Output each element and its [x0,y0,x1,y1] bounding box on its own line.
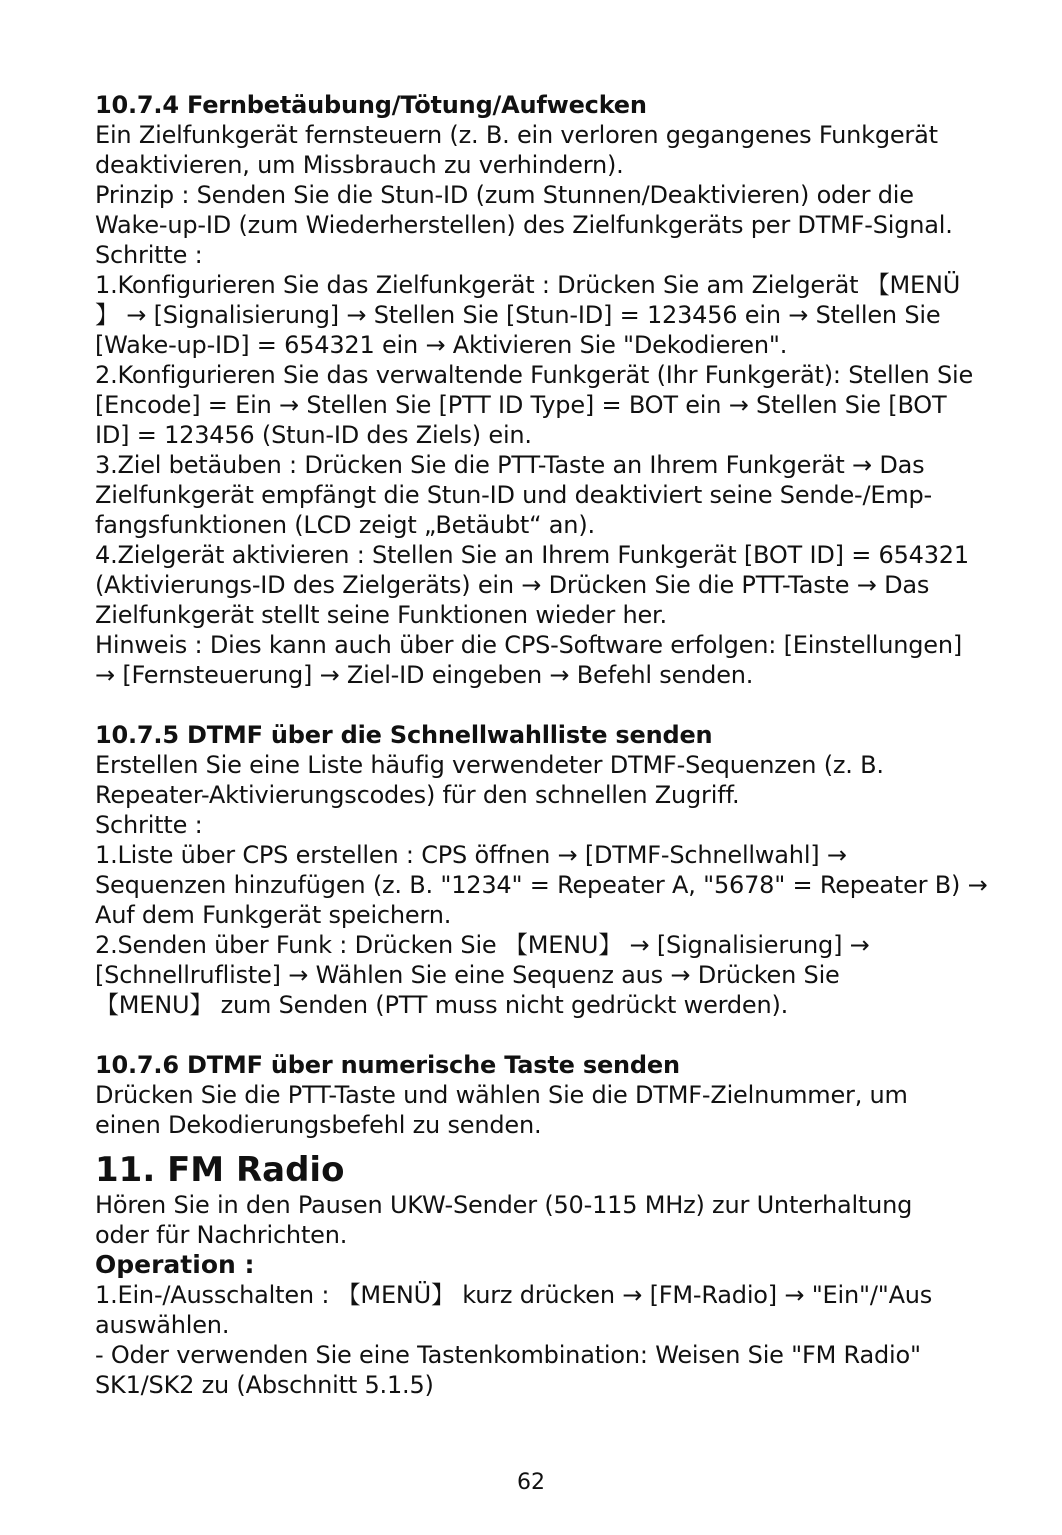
text-line: Drücken Sie die PTT-Taste und wählen Sie die DTMF-Zielnummer, um [95,1081,908,1109]
text-line: ID] = 123456 (Stun-ID des Ziels) ein. [95,421,532,449]
section-heading-10-7-4: 10.7.4 Fernbetäubung/Tötung/Aufwecken [95,91,647,119]
text-line: 】 → [Signalisierung] → Stellen Sie [Stun-ID] = 123456 ein → Stellen Sie [95,301,941,329]
text-line: Ein Zielfunkgerät fernsteuern (z. B. ein verloren gegangenes Funkgerät [95,121,938,149]
text-line: Hinweis : Dies kann auch über die CPS-Software erfolgen: [Einstellungen] [95,631,963,659]
section-body-10-7-4 [95,120,975,690]
text-line: 【MENU】 zum Senden (PTT muss nicht gedrückt werden). [95,991,789,1019]
text-line: 3.Ziel betäuben : Drücken Sie die PTT-Taste an Ihrem Funkgerät → Das [95,451,925,479]
text-line: [Schnellrufliste] → Wählen Sie eine Sequenz aus → Drücken Sie [95,961,840,989]
section-body-10-7-6 [95,1080,975,1140]
text-line: SK1/SK2 zu (Abschnitt 5.1.5) [95,1371,434,1399]
text-line: Repeater-Aktivierungscodes) für den schnellen Zugriff. [95,781,740,809]
chapter-body-11 [95,1190,975,1400]
section-heading-10-7-6: 10.7.6 DTMF über numerische Taste senden [95,1051,680,1079]
text-line: Sequenzen hinzufügen (z. B. "1234" = Repeater A, "5678" = Repeater B) → [95,871,988,899]
section-heading-10-7-5: 10.7.5 DTMF über die Schnellwahlliste senden [95,721,713,749]
text-line: 4.Zielgerät aktivieren : Stellen Sie an Ihrem Funkgerät [BOT ID] = 654321 [95,541,969,569]
text-line: 2.Senden über Funk : Drücken Sie 【MENU】 → [Signalisierung] → [95,931,870,959]
text-line: Schritte : [95,811,203,839]
text-line: (Aktivierungs-ID des Zielgeräts) ein → Drücken Sie die PTT-Taste → Das [95,571,930,599]
text-line: Hören Sie in den Pausen UKW-Sender (50-115 MHz) zur Unterhaltung [95,1191,913,1219]
text-line: Zielfunkgerät empfängt die Stun-ID und deaktiviert seine Sende-/Emp- [95,481,933,509]
page-content [95,90,988,1400]
text-line: 1.Ein-/Ausschalten : 【MENÜ】 kurz drücken → [FM-Radio] → "Ein"/"Aus [95,1281,933,1309]
chapter-heading-11: 11. FM Radio [95,1150,345,1190]
text-line: [Wake-up-ID] = 654321 ein → Aktivieren Sie "Dekodieren". [95,331,788,359]
text-line: oder für Nachrichten. [95,1221,348,1249]
text-line: Schritte : [95,241,203,269]
page-number: 62 [517,1470,545,1495]
text-line: → [Fernsteuerung] → Ziel-ID eingeben → Befehl senden. [95,661,754,689]
text-line: Wake-up-ID (zum Wiederherstellen) des Zielfunkgeräts per DTMF-Signal. [95,211,953,239]
text-line: Zielfunkgerät stellt seine Funktionen wieder her. [95,601,667,629]
text-line: einen Dekodierungsbefehl zu senden. [95,1111,542,1139]
text-line: 1.Liste über CPS erstellen : CPS öffnen → [DTMF-Schnellwahl] → [95,841,847,869]
section-body-10-7-5 [95,750,988,1020]
text-line: 1.Konfigurieren Sie das Zielfunkgerät : Drücken Sie am Zielgerät 【MENÜ [95,271,961,299]
text-line: - Oder verwenden Sie eine Tastenkombination: Weisen Sie "FM Radio" [95,1341,921,1369]
section-spacer [95,1020,975,1050]
text-line: [Encode] = Ein → Stellen Sie [PTT ID Type] = BOT ein → Stellen Sie [BOT [95,391,947,419]
text-line: 2.Konfigurieren Sie das verwaltende Funkgerät (Ihr Funkgerät): Stellen Sie [95,361,974,389]
text-line: deaktivieren, um Missbrauch zu verhindern). [95,151,624,179]
section-spacer [95,690,975,720]
text-line: fangsfunktionen (LCD zeigt „Betäubt“ an). [95,511,595,539]
operation-heading: Operation : [95,1250,255,1279]
text-line: Erstellen Sie eine Liste häufig verwendeter DTMF-Sequenzen (z. B. [95,751,884,779]
text-line: Prinzip : Senden Sie die Stun-ID (zum Stunnen/Deaktivieren) oder die [95,181,914,209]
text-line: Auf dem Funkgerät speichern. [95,901,452,929]
text-line: auswählen. [95,1311,230,1339]
